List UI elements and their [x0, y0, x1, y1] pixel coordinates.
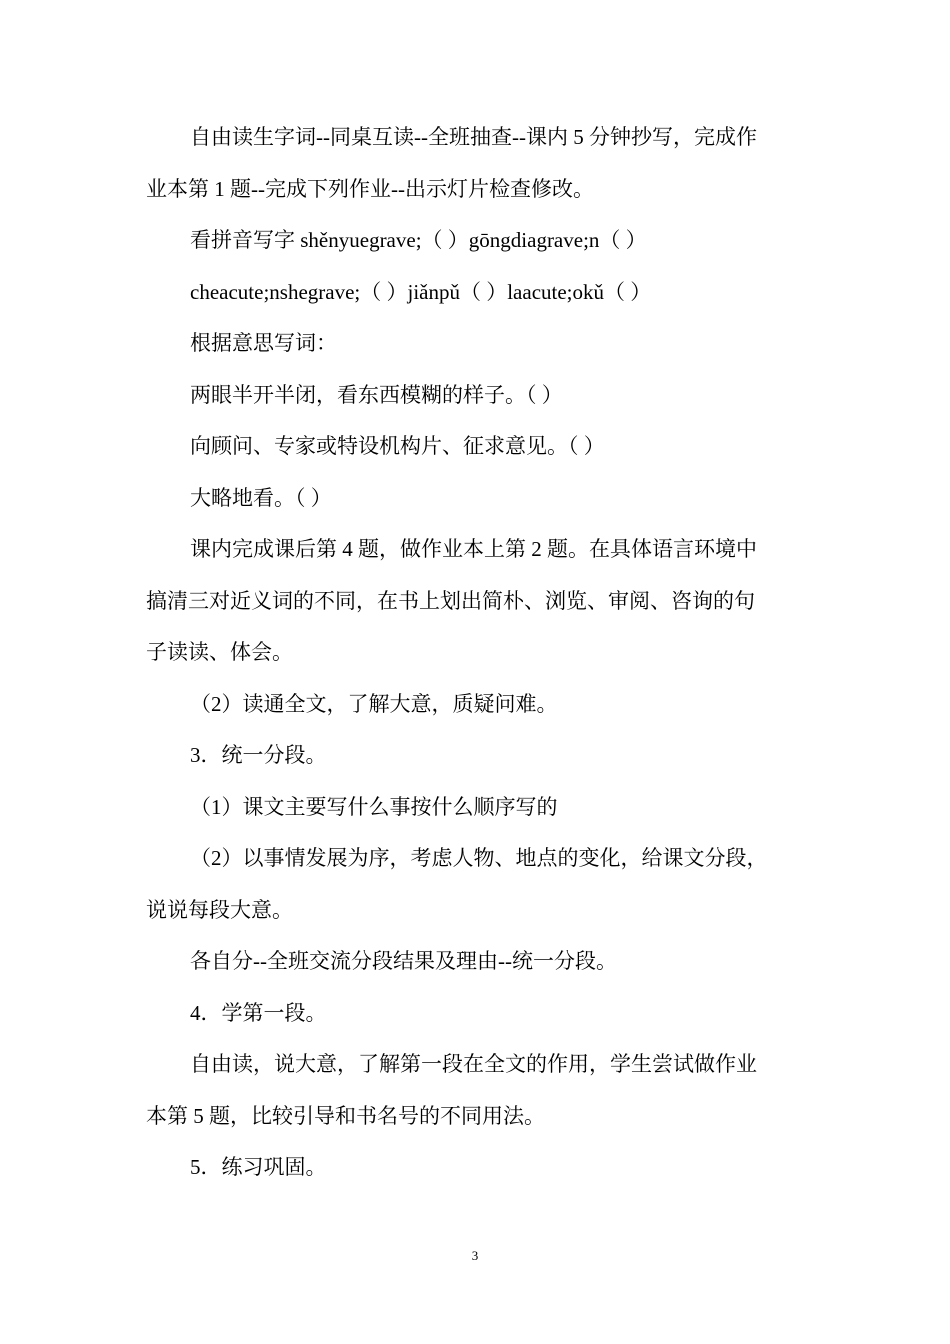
text-line: 搞清三对近义词的不同，在书上划出简朴、浏览、审阅、咨询的句: [146, 588, 755, 613]
text-line: （1）课文主要写什么事按什么顺序写的: [190, 794, 558, 819]
text-line: 说说每段大意。: [146, 897, 293, 922]
text-line: 向顾问、专家或特设机构片、征求意见。（ ）: [190, 434, 605, 458]
document-body: [146, 112, 806, 1194]
text-line: 自由读，说大意，了解第一段在全文的作用，学生尝试做作业: [190, 1052, 757, 1076]
text-line: 课内完成课后第 4 题，做作业本上第 2 题。在具体语言环境中: [190, 537, 757, 561]
text-line: 5．练习巩固。: [190, 1155, 327, 1179]
text-line: 各自分--全班交流分段结果及理由--统一分段。: [190, 949, 617, 973]
text-line: 自由读生字词--同桌互读--全班抽查--课内 5 分钟抄写，完成作: [190, 125, 757, 149]
text-line: 看拼音写字 shěnyuegrave;（ ）gōngdiagrave;n（ ）: [190, 228, 647, 252]
page-number: 3: [471, 1248, 479, 1263]
text-line: （2）读通全文，了解大意，质疑问难。: [190, 691, 558, 716]
text-line: 4．学第一段。: [190, 1000, 327, 1025]
text-line: 本第 5 题，比较引导和书名号的不同用法。: [146, 1103, 545, 1128]
text-line: 3．统一分段。: [190, 743, 327, 767]
text-line: 大略地看。（ ）: [190, 485, 332, 510]
text-line: 根据意思写词：: [190, 331, 337, 355]
text-line: cheacute;nshegrave;（ ）jiǎnpǔ（ ）laacute;okǔ（ ）: [190, 279, 652, 304]
text-line: 业本第 1 题--完成下列作业--出示灯片检查修改。: [146, 176, 594, 201]
text-line: 子读读、体会。: [146, 640, 293, 664]
text-line: 两眼半开半闭，看东西模糊的样子。（ ）: [190, 382, 563, 407]
text-line: （2）以事情发展为序，考虑人物、地点的变化，给课文分段，: [190, 846, 768, 870]
